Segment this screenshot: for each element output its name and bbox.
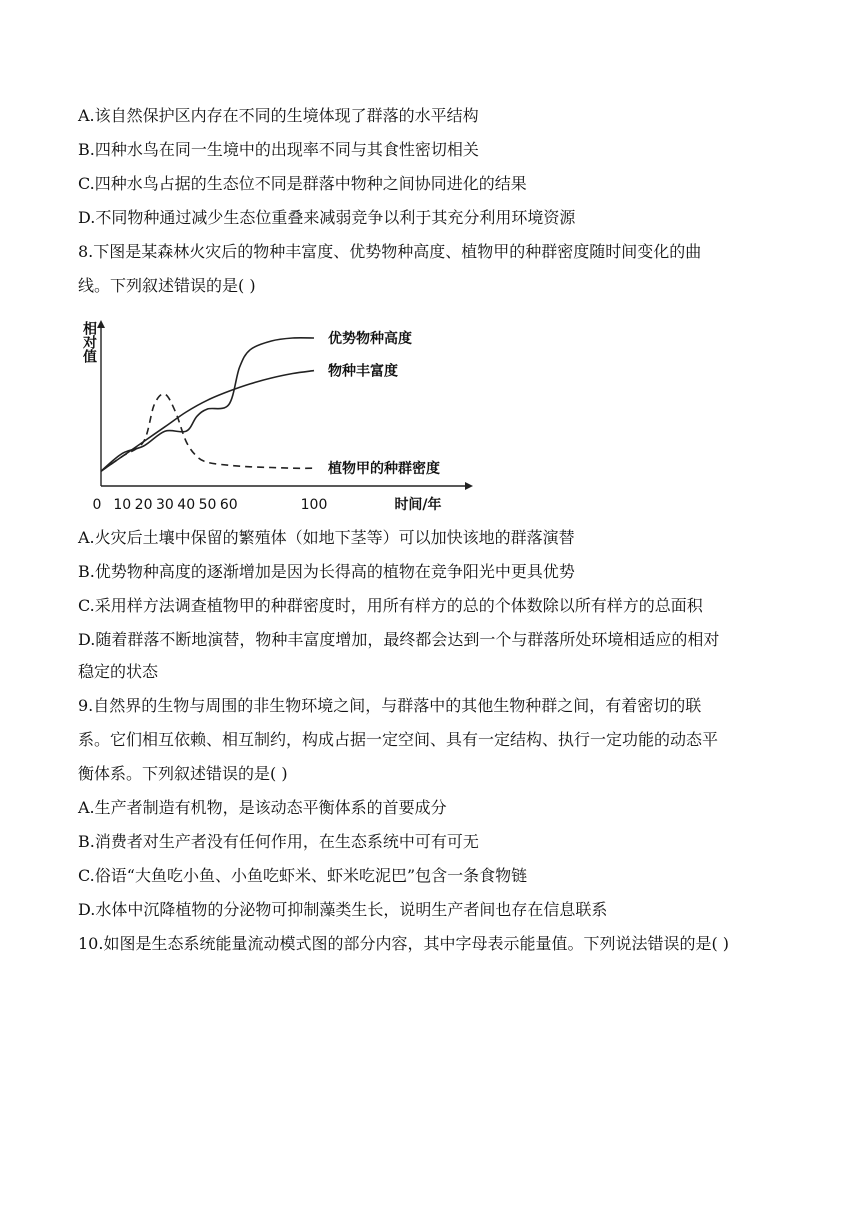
succession-line-chart — [70, 318, 490, 518]
x-tick-label: 60 — [219, 497, 238, 513]
x-tick-label: 30 — [155, 497, 174, 513]
q7-option-b: B.四种水鸟在同一生境中的出现率不同与其食性密切相关 — [78, 140, 479, 159]
q9-stem-line-1: 9.自然界的生物与周围的非生物环境之间，与群落中的其他生物种群之间，有着密切的联 — [78, 696, 702, 715]
q10-stem: 10.如图是生态系统能量流动模式图的部分内容，其中字母表示能量值。下列说法错误的是( ) — [78, 934, 730, 953]
series-label-richness: 物种丰富度 — [328, 363, 398, 380]
q8-option-d-continued: 稳定的状态 — [78, 662, 159, 681]
x-tick-label: 20 — [134, 497, 153, 513]
q9-stem-line-2: 系。它们相互依赖、相互制约，构成占据一定空间、具有一定结构、执行一定功能的动态平 — [78, 730, 719, 749]
x-tick-label: 10 — [113, 497, 132, 513]
y-axis-arrow — [97, 320, 105, 328]
q8-stem-line-2: 线。下列叙述错误的是( ) — [78, 276, 256, 295]
q7-option-c: C.四种水鸟占据的生态位不同是群落中物种之间协同进化的结果 — [78, 174, 527, 193]
q8-stem-line-1: 8.下图是某森林火灾后的物种丰富度、优势物种高度、植物甲的种群密度随时间变化的曲 — [78, 242, 702, 261]
q8-option-b: B.优势物种高度的逐渐增加是因为长得高的植物在竞争阳光中更具优势 — [78, 562, 575, 581]
q9-option-b: B.消费者对生产者没有任何作用，在生态系统中可有可无 — [78, 832, 479, 851]
x-tick-label: 0 — [92, 497, 102, 513]
q7-option-a: A.该自然保护区内存在不同的生境体现了群落的水平结构 — [78, 106, 479, 125]
series-line-richness — [101, 371, 314, 472]
chart-series — [101, 338, 314, 471]
chart-axes — [81, 320, 473, 513]
x-axis-arrow — [465, 482, 473, 490]
x-tick-label: 50 — [198, 497, 217, 513]
y-axis-label: 相对值 — [81, 321, 97, 363]
chart-x-ticks — [93, 497, 328, 513]
q8-option-c: C.采用样方法调查植物甲的种群密度时，用所有样方的总的个体数除以所有样方的总面积 — [78, 596, 703, 615]
q7-option-d: D.不同物种通过减少生态位重叠来减弱竞争以利于其充分利用环境资源 — [78, 208, 576, 227]
q9-option-a: A.生产者制造有机物，是该动态平衡体系的首要成分 — [78, 798, 447, 817]
q8-option-a: A.火灾后土壤中保留的繁殖体（如地下茎等）可以加快该地的群落演替 — [78, 528, 575, 547]
series-line-plant-density — [101, 394, 314, 471]
series-label-dominant-height: 优势物种高度 — [328, 331, 412, 347]
series-label-plant-density: 植物甲的种群密度 — [328, 461, 440, 478]
q9-option-c: C.俗语“大鱼吃小鱼、小鱼吃虾米、虾米吃泥巴”包含一条食物链 — [78, 866, 528, 885]
x-tick-label: 40 — [177, 497, 196, 513]
x-axis-label: 时间/年 — [394, 497, 442, 513]
chart-series-labels — [328, 330, 440, 477]
q9-option-d: D.水体中沉降植物的分泌物可抑制藻类生长，说明生产者间也存在信息联系 — [78, 900, 608, 919]
x-tick-label: 100 — [300, 497, 328, 513]
q8-option-d: D.随着群落不断地演替，物种丰富度增加，最终都会达到一个与群落所处环境相适应的相对 — [78, 630, 720, 649]
q9-stem-line-3: 衡体系。下列叙述错误的是( ) — [78, 764, 288, 783]
